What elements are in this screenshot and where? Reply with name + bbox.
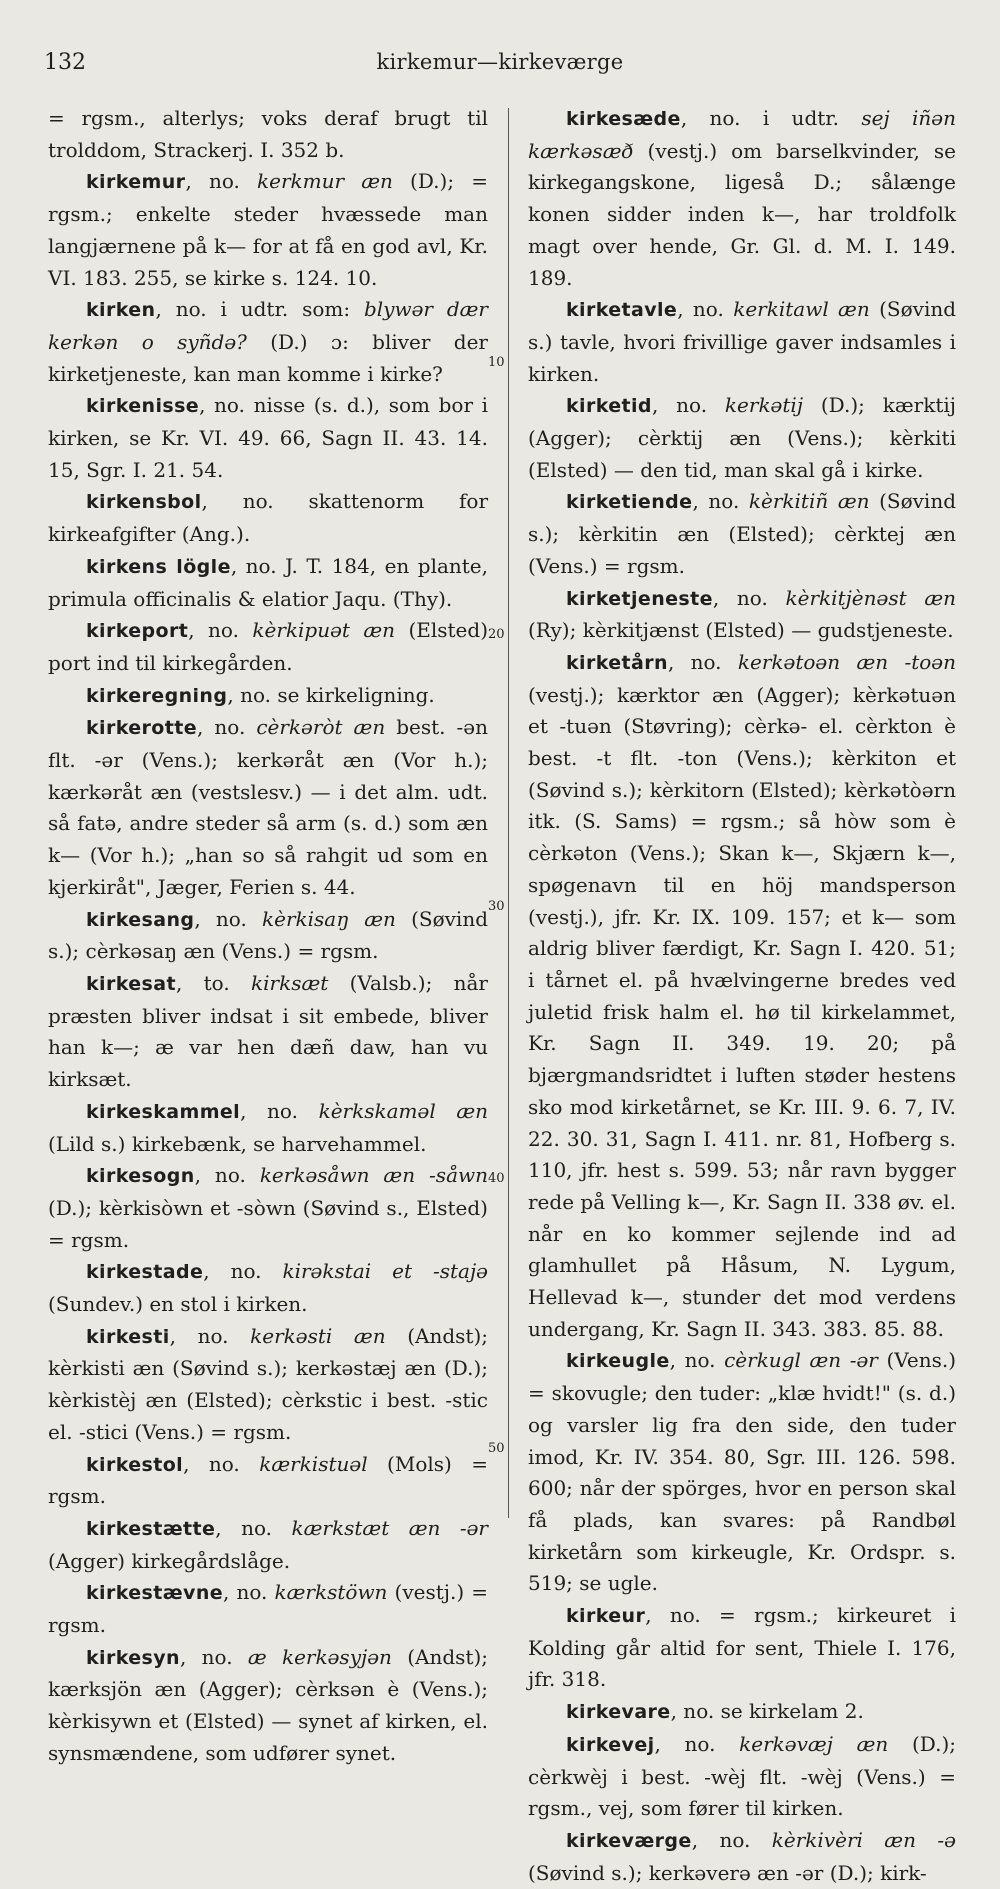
phonetic-form: kærkistuəl — [259, 1451, 368, 1476]
dictionary-entry — [48, 486, 488, 550]
entry-text: (D.); kèrkisòwn et -sòwn (Søvind s., Elsted) = rgsm. — [48, 1195, 488, 1252]
phonetic-form: blywər dær kerkən o syñdə? — [48, 297, 488, 354]
dictionary-entry — [48, 615, 488, 679]
entry-grammar: , no. — [199, 393, 254, 418]
entry-text: (Søvind s.); kerkəverə æn -ər (D.); kirk- — [528, 1860, 927, 1885]
dictionary-entry — [48, 1160, 488, 1256]
entry-grammar: , to. — [175, 970, 252, 995]
headword: kirkenisse — [86, 395, 200, 418]
entry-grammar: , no. — [645, 1603, 720, 1628]
headword: kirkensbol — [86, 491, 202, 514]
dictionary-entry — [48, 1577, 488, 1641]
headword: kirkevare — [566, 1701, 671, 1724]
headword: kirkemur — [86, 171, 186, 194]
headword: kirkestade — [86, 1261, 204, 1284]
line-number-50: 50 — [488, 1441, 505, 1456]
dictionary-entry — [528, 390, 956, 486]
entry-grammar: , no. — [240, 1098, 319, 1123]
phonetic-form: kerkəsåwn æn -såwn — [259, 1163, 488, 1188]
phonetic-form: kèrkisaŋ æn — [261, 906, 396, 931]
dictionary-entry — [528, 103, 956, 294]
headword: kirkestol — [86, 1453, 184, 1476]
phonetic-form: kerkitawl æn — [733, 297, 870, 322]
line-number-40: 40 — [488, 1171, 505, 1186]
entry-text: skattenorm for kirkeafgifter (Ang.). — [48, 489, 488, 547]
entry-grammar: , no. — [203, 1259, 283, 1284]
entry-text: J. T. 184, en plante, primula officinalis & elatior Jaqu. (Thy). — [48, 553, 488, 611]
headword: kirkesyn — [86, 1646, 180, 1669]
entry-grammar: , no. — [197, 715, 257, 740]
line-number-10: 10 — [488, 355, 505, 370]
headword: kirkerotte — [86, 717, 198, 740]
entry-grammar: , no. — [201, 489, 309, 514]
headword: kirkesæde — [566, 108, 681, 130]
running-head: kirkemur—kirkeværge — [376, 50, 624, 74]
entry-grammar: , no. — [185, 169, 258, 194]
entry-text: (Ry); kèrkitjænst (Elsted) — gudstjeneste. — [528, 618, 954, 643]
dictionary-entry — [48, 1642, 488, 1770]
entry-grammar: , no. i udtr. — [680, 106, 862, 130]
entry-text: (Mols) = rgsm. — [48, 1451, 488, 1509]
entry-text: (Sundev.) en stol i kirken. — [48, 1292, 308, 1317]
line-number-20: 20 — [488, 627, 505, 642]
entry-text: (Lild s.) kirkebænk, se harvehammel. — [48, 1131, 427, 1156]
phonetic-form: kerkətij — [724, 393, 804, 418]
dictionary-entry — [48, 551, 488, 615]
entry-grammar: , no. — [677, 297, 734, 322]
phonetic-form: kèrkipuət æn — [252, 618, 396, 643]
phonetic-form: æ kerkəsyjən — [247, 1644, 392, 1669]
entry-grammar: , no. — [691, 1827, 772, 1852]
phonetic-form: kerkəvæj æn — [739, 1731, 889, 1756]
entry-text: se kirkeligning. — [277, 682, 435, 707]
dictionary-entry — [528, 1345, 956, 1600]
headword: kirkeværge — [566, 1829, 692, 1852]
entry-text: (Søvind s.); kèrkitin æn (Elsted); cèrktej æn (Vens.) = rgsm. — [528, 489, 957, 578]
entry-grammar: , no. — [692, 489, 749, 514]
entry-text: (Elsted) port ind til kirkegården. — [48, 618, 488, 675]
dictionary-entry — [528, 1600, 956, 1696]
entry-text: (vestj.) = rgsm. — [48, 1580, 488, 1638]
headword: kirkeregning — [86, 684, 228, 707]
phonetic-form: kèrkitjènəst æn — [785, 585, 956, 610]
entry-grammar: , no. — [712, 585, 786, 610]
entry-text: best. -ən flt. -ər (Vens.); kerkəråt æn (Vor h.); kærkəråt æn (vestslesv.) — i det alm. udt. så fatə, andre steder så arm (s. d.) som æn k— (Vor h.); „han so så rahgit ud som en kjerkiråt", Jæger, Ferien s. 44. — [48, 715, 489, 899]
phonetic-form: sej iñən kærkəsæð — [528, 106, 956, 163]
entry-text: nisse (s. d.), som bor i kirken, se Kr. VI. 49. 66, Sagn II. 43. 14. 15, Sgr. I. 21. 54. — [48, 393, 488, 482]
phonetic-form: kirəkstai et -stajə — [282, 1259, 488, 1284]
headword: kirkesang — [86, 908, 195, 931]
dictionary-entry — [48, 904, 488, 968]
dictionary-entry — [48, 968, 488, 1096]
headword: kirketiende — [566, 491, 693, 514]
column-rule — [508, 108, 509, 1518]
entry-text: (Valsb.); når præsten bliver indsat i sit embede, bliver han k—; æ var hen dæñ daw, han vu kirksæt. — [48, 970, 488, 1092]
headword: kirkeur — [566, 1605, 646, 1628]
headword: kirketavle — [566, 299, 678, 322]
right-column — [528, 103, 956, 1889]
entry-text: (Vens.) = skovugle; den tuder: „klæ hvidt!" (s. d.) og varsler lig fra den side, den tuder imod, Kr. IV. 354. 80, Sgr. III. 126. 598. 600; når der spörges, hvor en person skal få plads, kan svares: på Randbøl kirketårn som kirkeugle, Kr. Ordspr. s. 519; se ugle. — [528, 1348, 956, 1596]
line-number-30: 30 — [488, 899, 505, 914]
dictionary-entry — [48, 712, 488, 903]
entry-grammar: , no. i udtr. som: — [155, 297, 364, 322]
phonetic-form: kerkətoən æn -toən — [737, 649, 956, 674]
entry-text: (Søvind s.); cèrkəsaŋ æn (Vens.) = rgsm. — [48, 906, 488, 964]
entry-text: (vestj.) om barselkvinder, se kirkegangskone, ligeså D.; sålænge konen sidder inden k—, har troldfolk magt over hende, Gr. Gl. d. M. I. 149. 189. — [528, 138, 956, 290]
entry-grammar: , no. — [651, 393, 725, 418]
entry-grammar: , no. — [227, 682, 278, 707]
entry-text: (Agger) kirkegårdslåge. — [48, 1548, 291, 1573]
dictionary-entry — [48, 680, 488, 713]
entry-text: (D.); = rgsm.; enkelte steder hvæssede man langjærnene på k— for at få en god avl, Kr. VI. 183. 255, se kirke s. 124. 10. — [48, 169, 488, 290]
phonetic-form: cèrkugl æn -ər — [724, 1348, 878, 1373]
entry-grammar: , no. — [188, 618, 253, 643]
dictionary-entry — [528, 1696, 956, 1729]
entry-text: (vestj.); kærktor æn (Agger); kèrkətuən et -tuən (Støvring); cèrkə- el. cèrkton è best. -t flt. -ton (Vens.); kèrkiton et (Søvind s.); kèrkitorn (Elsted); kèrkətòərn itk. (S. Sams) = rgsm.; så hòw som è cèrkəton (Vens.); Skan k—, Skjærn k—, spøgenavn til en höj mandsperson (vestj.), jfr. Kr. IX. 109. 157; et k— som aldrig bliver færdigt, Kr. Sagn I. 420. 51; i tårnet el. på hvælvingerne bredes ved juletid frisk halm el. hø til kirkelammet, Kr. Sagn II. 349. 19. 20; på bjærgmandsridtet i luften støder hestens sko mod kirketårnet, se Kr. III. 9. 6. 7, IV. 22. 30. 31, Sagn I. 411. nr. 81, Hofberg s. 110, jfr. hest s. 599. 53; når ravn bygger rede på Velling k—, Kr. Sagn II. 338 øv. el. når en ko kommer sejlende ind ad glamhullet på Håsum, N. Lygum, Hellevad k—, stunder det mod verdens undergang, Kr. Sagn II. 343. 383. 85. 88. — [528, 682, 956, 1341]
entry-grammar: , no. — [179, 1644, 248, 1669]
dictionary-entry — [48, 390, 488, 486]
entry-grammar: , no. — [230, 553, 286, 578]
phonetic-form: kerkmur æn — [257, 169, 393, 194]
headword: kirkesti — [86, 1325, 170, 1348]
entry-text: (D.); kærktij (Agger); cèrktij æn (Vens.); kèrkiti (Elsted) — den tid, man skal gå i kirke. — [528, 393, 956, 482]
dictionary-entry — [528, 583, 956, 647]
entry-text: se kirkelam 2. — [720, 1699, 864, 1724]
headword: kirkeugle — [566, 1350, 670, 1373]
phonetic-form: kèrkskaməl æn — [318, 1098, 488, 1123]
dictionary-entry — [528, 1729, 956, 1825]
dictionary-entry — [48, 294, 488, 390]
entry-grammar: , no. — [183, 1451, 260, 1476]
entry-grammar: , no. — [223, 1580, 275, 1605]
entry-grammar: , no. — [194, 1163, 260, 1188]
entry-text: (Søvind s.) tavle, hvori frivillige gaver indsamles i kirken. — [528, 297, 957, 386]
entry-text: (D.) ɔ: bliver der kirketjeneste, kan man komme i kirke? — [48, 329, 488, 386]
headword: kirkeport — [86, 620, 189, 643]
entry-grammar: , no. — [215, 1515, 292, 1540]
headword: kirkesat — [86, 972, 176, 995]
dictionary-entry — [48, 1513, 488, 1577]
entry-grammar: , no. — [670, 1699, 721, 1724]
phonetic-form: kèrkivèri æn -ə — [771, 1827, 956, 1852]
phonetic-form: kærkstæt æn -ər — [291, 1515, 488, 1540]
entry-grammar: , no. — [654, 1731, 740, 1756]
dictionary-entry — [528, 1825, 956, 1889]
dictionary-entry — [528, 294, 956, 390]
headword: kirkestævne — [86, 1582, 224, 1605]
headword: kirkesogn — [86, 1165, 195, 1188]
page-number: 132 — [44, 50, 86, 75]
dictionary-entry — [48, 1321, 488, 1449]
headword: kirketjeneste — [566, 587, 713, 610]
phonetic-form: kèrkitiñ æn — [748, 489, 870, 514]
phonetic-form: kærkstöwn — [274, 1580, 388, 1605]
headword: kirkevej — [566, 1733, 655, 1756]
phonetic-form: kirksæt — [251, 970, 329, 995]
headword: kirketid — [566, 395, 652, 418]
headword: kirketårn — [566, 651, 668, 674]
entry-text: = rgsm., alterlys; voks deraf brugt til trolddom, Strackerj. I. 352 b. — [48, 106, 488, 162]
headword: kirkens lögle — [86, 555, 231, 578]
entry-text: = rgsm.; kirkeuret i Kolding går altid for sent, Thiele I. 176, jfr. 318. — [528, 1603, 957, 1692]
entry-grammar: , no. — [667, 649, 738, 674]
entry-grammar: , no. — [194, 906, 262, 931]
headword: kirken — [86, 299, 156, 322]
headword: kirkeskammel — [86, 1100, 241, 1123]
dictionary-entry — [48, 1256, 488, 1320]
dictionary-entry — [48, 1449, 488, 1513]
left-column — [48, 103, 488, 1770]
phonetic-form: kerkəsti æn — [250, 1323, 386, 1348]
dictionary-entry — [528, 647, 956, 1345]
dictionary-entry — [48, 1096, 488, 1160]
entry-text: (Andst); kærksjön æn (Agger); cèrksən è (Vens.); kèrkisywn et (Elsted) — synet af kirken, el. synsmændene, som udfører synet. — [48, 1644, 488, 1765]
headword: kirkestætte — [86, 1517, 216, 1540]
entry-grammar: , no. — [169, 1323, 251, 1348]
phonetic-form: cèrkəròt æn — [256, 715, 386, 740]
dictionary-entry — [48, 103, 488, 166]
dictionary-entry — [528, 486, 956, 582]
dictionary-entry — [48, 166, 488, 294]
entry-text: (Andst); kèrkisti æn (Søvind s.); kerkəstæj æn (D.); kèrkistèj æn (Elsted); cèrkstic i best. -stic el. -stici (Vens.) = rgsm. — [48, 1323, 488, 1444]
entry-grammar: , no. — [669, 1348, 725, 1373]
entry-text: (D.); cèrkwèj i best. -wèj flt. -wèj (Vens.) = rgsm., vej, som fører til kirken. — [528, 1731, 956, 1821]
